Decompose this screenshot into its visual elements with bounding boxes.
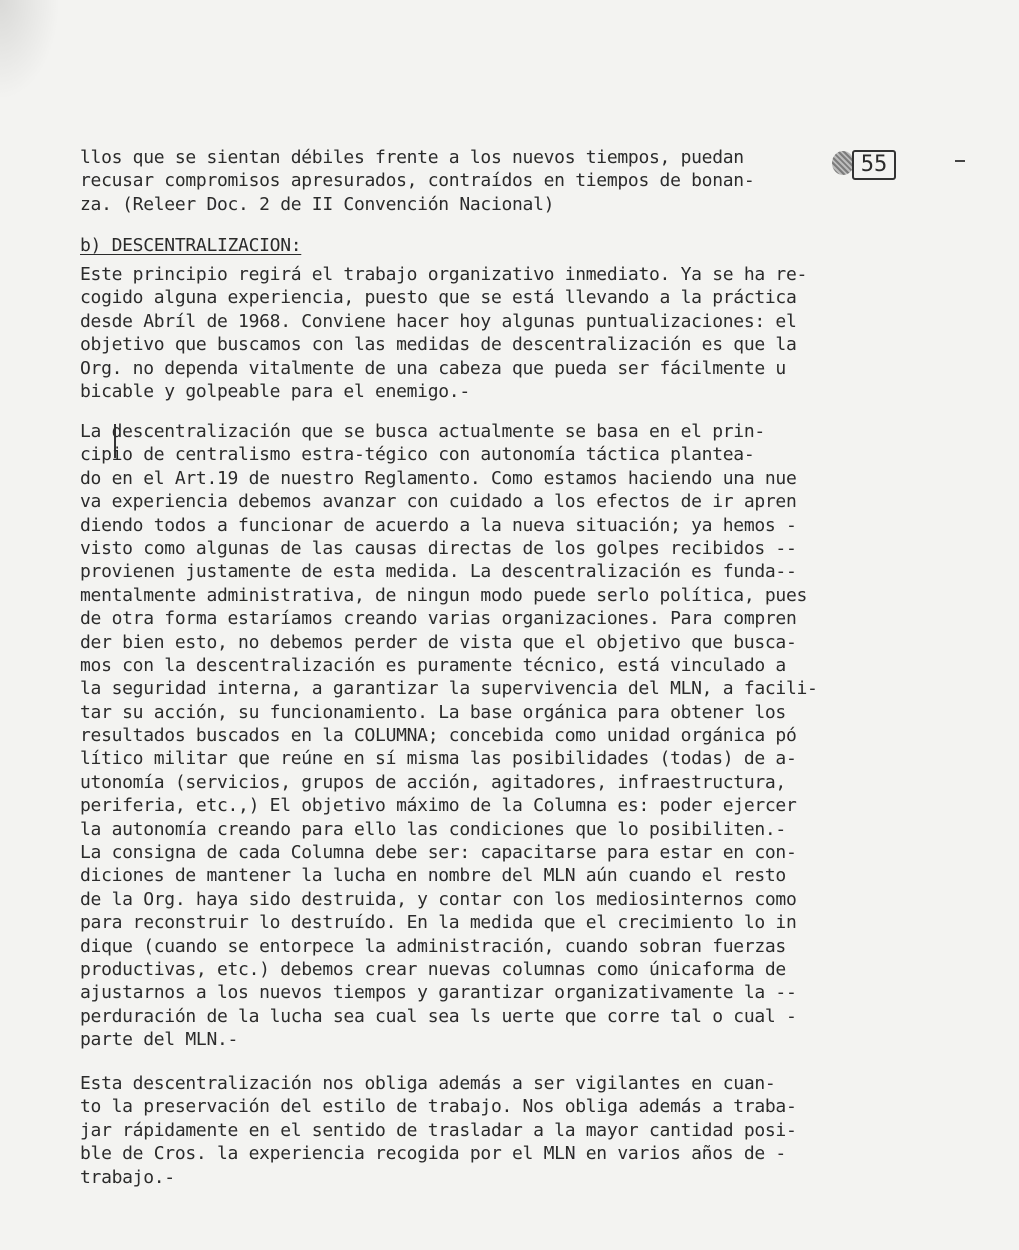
section-heading: b) DESCENTRALIZACION: xyxy=(80,235,302,256)
text-line: cogido alguna experiencia, puesto que se está llevando a la práctica xyxy=(80,287,797,309)
text-line: Org. no dependa vitalmente de una cabeza que pueda ser fácilmente u xyxy=(80,357,786,379)
text-line: ble de Cros. la experiencia recogida por el MLN en varios años de - xyxy=(80,1143,786,1165)
text-line: objetivo que buscamos con las medidas de descentralización es que la xyxy=(80,334,797,356)
text-line: de otra forma estaríamos creando varias organizaciones. Para compren xyxy=(80,608,797,630)
text-line: za. (Releer Doc. 2 de II Convención Nacional) xyxy=(80,193,555,215)
text-line: productivas, etc.) debemos crear nuevas columnas como únicaforma de xyxy=(80,958,786,980)
text-line: der bien esto, no debemos perder de vista que el objetivo que busca- xyxy=(80,631,797,653)
paragraph-vigilancia xyxy=(80,1072,910,1189)
text-line: lítico militar que reúne en sí misma las posibilidades (todas) de a- xyxy=(80,748,797,770)
paragraph-principle xyxy=(80,263,910,403)
scan-shadow xyxy=(0,0,60,100)
text-line: perduración de la lucha sea cual sea ls uerte que corre tal o cual - xyxy=(80,1005,797,1027)
intro-paragraph xyxy=(80,146,910,216)
page-number: 55 xyxy=(852,150,896,180)
text-line: diendo todos a funcionar de acuerdo a la nueva situación; ya hemos - xyxy=(80,514,797,536)
text-line: bicable y golpeable para el enemigo.- xyxy=(80,380,470,402)
text-line: La descentralización que se busca actualmente se basa en el prin- xyxy=(80,421,765,442)
text-line: mos con la descentralización es puramente técnico, está vinculado a xyxy=(80,654,786,676)
text-line: dique (cuando se entorpece la administración, cuando sobran fuerzas xyxy=(80,935,786,957)
text-line: de la Org. haya sido destruida, y contar con los mediosinternos como xyxy=(80,888,797,910)
text-line: recusar compromisos apresurados, contraídos en tiempos de bonan- xyxy=(80,170,755,192)
text-line: la seguridad interna, a garantizar la supervivencia del MLN, a facili- xyxy=(80,678,818,700)
text-line: visto como algunas de las causas directas de los golpes recibidos -- xyxy=(80,537,797,559)
text-line: la autonomía creando para ello las condiciones que lo posibiliten.- xyxy=(80,818,786,840)
paragraph-descentralizacion xyxy=(80,420,910,1052)
text-line: llos que se sientan débiles frente a los nuevos tiempos, puedan xyxy=(80,147,744,168)
text-line: Este principio regirá el trabajo organizativo inmediato. Ya se ha re- xyxy=(80,264,808,285)
text-line: La consigna de cada Columna debe ser: capacitarse para estar en con- xyxy=(80,842,797,864)
text-line: periferia, etc.,) El objetivo máximo de la Columna es: poder ejercer xyxy=(80,795,797,817)
text-line: to la preservación del estilo de trabajo. Nos obliga además a traba- xyxy=(80,1096,797,1118)
text-line: parte del MLN.- xyxy=(80,1029,239,1051)
text-line: diciones de mantener la lucha en nombre del MLN aún cuando el resto xyxy=(80,865,786,887)
text-line: ajustarnos a los nuevos tiempos y garantizar organizativamente la -- xyxy=(80,982,797,1004)
text-line: trabajo.- xyxy=(80,1166,175,1188)
text-line: Esta descentralización nos obliga además a ser vigilantes en cuan- xyxy=(80,1073,776,1094)
margin-mark xyxy=(955,160,965,162)
text-line: va experiencia debemos avanzar con cuidado a los efectos de ir apren xyxy=(80,491,797,513)
text-line: provienen justamente de esta medida. La descentralización es funda-- xyxy=(80,561,797,583)
text-line: desde Abríl de 1968. Conviene hacer hoy algunas puntualizaciones: el xyxy=(80,310,797,332)
text-line: utonomía (servicios, grupos de acción, agitadores, infraestructura, xyxy=(80,771,786,793)
text-line: tar su acción, su funcionamiento. La base orgánica para obtener los xyxy=(80,701,786,723)
text-line: jar rápidamente en el sentido de trasladar a la mayor cantidad posi- xyxy=(80,1119,797,1141)
text-line: para reconstruir lo destruído. En la medida que el crecimiento lo in xyxy=(80,912,797,934)
text-line: mentalmente administrativa, de ningun modo puede serlo política, pues xyxy=(80,584,808,606)
text-line: resultados buscados en la COLUMNA; concebida como unidad orgánica pó xyxy=(80,725,797,747)
text-line: do en el Art.19 de nuestro Reglamento. Como estamos haciendo una nue xyxy=(80,467,797,489)
text-line: cipio de centralismo estra-tégico con autonomía táctica plantea- xyxy=(80,444,755,466)
